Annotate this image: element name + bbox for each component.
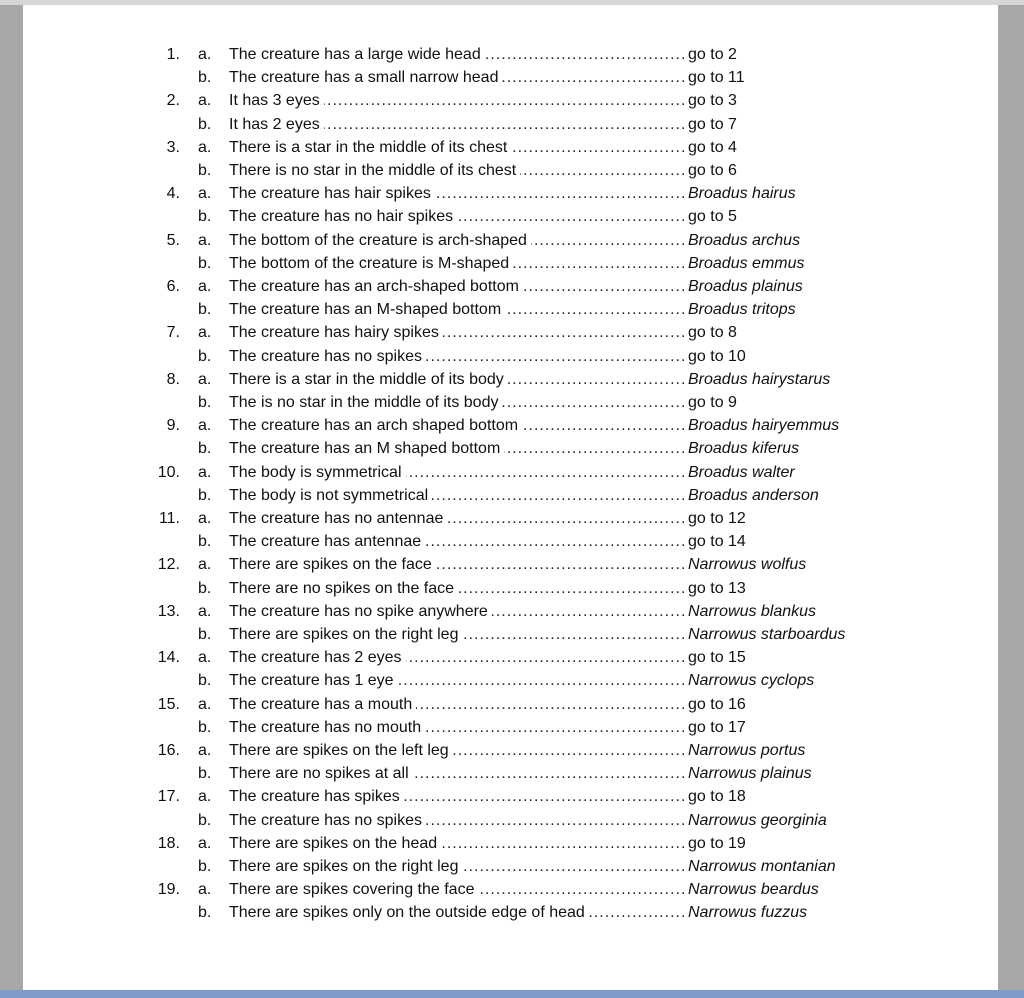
species-name: Broadus kiferus	[688, 440, 800, 458]
go-to-reference: go to 11	[688, 69, 745, 87]
statement-text: The creature has an arch shaped bottom	[229, 417, 522, 434]
key-row	[23, 717, 998, 739]
key-row	[23, 508, 998, 530]
species-name: Narrowus georginia	[688, 811, 827, 829]
statement-with-leader	[229, 508, 685, 530]
statement-with-leader	[229, 531, 685, 553]
option-letter: b.	[198, 115, 212, 133]
option-letter: a.	[198, 278, 212, 295]
species-name: Broadus hairyemmus	[688, 417, 840, 435]
species-name: Narrowus fuzzus	[688, 904, 808, 922]
key-row	[23, 415, 998, 437]
option-letter: b.	[198, 811, 212, 829]
statement-with-leader	[229, 879, 685, 901]
statement-with-leader	[229, 810, 685, 832]
go-to-reference: go to 7	[688, 115, 737, 133]
statement-with-leader	[229, 322, 685, 344]
key-row	[23, 230, 998, 252]
species-name: Narrowus starboardus	[688, 626, 846, 643]
couplet-number: 4.	[166, 185, 180, 203]
go-to-reference: go to 13	[688, 579, 746, 597]
option-letter: a.	[198, 370, 212, 388]
statement-with-leader	[229, 717, 685, 739]
statement-with-leader	[229, 160, 685, 182]
key-row	[23, 485, 998, 507]
option-letter: b.	[198, 718, 212, 736]
statement-text: The creature has a large wide head	[229, 46, 485, 63]
statement-with-leader	[229, 114, 685, 136]
option-letter: b.	[198, 301, 212, 319]
statement-text: The creature has no spike anywhere	[229, 603, 492, 620]
statement-text: There are no spikes on the face	[229, 580, 458, 597]
go-to-reference: go to 12	[688, 510, 746, 527]
species-name: Narrowus montanian	[688, 858, 836, 875]
dichotomous-key-list	[23, 5, 998, 990]
statement-text: There is a star in the middle of its body	[229, 371, 508, 388]
statement-text: There are spikes on the head	[229, 835, 441, 852]
statement-text: The creature has no mouth	[229, 719, 425, 736]
statement-with-leader	[229, 670, 685, 692]
statement-with-leader	[229, 694, 685, 716]
go-to-reference: go to 4	[688, 138, 737, 156]
option-letter: b.	[198, 626, 212, 643]
statement-with-leader	[229, 183, 685, 205]
key-row	[23, 67, 998, 89]
option-letter: b.	[198, 533, 212, 551]
statement-with-leader	[229, 369, 685, 391]
go-to-reference: go to 8	[688, 324, 737, 342]
statement-text: There are spikes on the left leg	[229, 742, 453, 759]
statement-with-leader	[229, 276, 685, 298]
couplet-number: 6.	[166, 278, 180, 295]
couplet-number: 14.	[157, 649, 180, 667]
key-row	[23, 90, 998, 112]
key-row	[23, 601, 998, 623]
option-letter: a.	[198, 788, 212, 806]
statement-text: The creature has an M-shaped bottom	[229, 301, 505, 318]
option-letter: a.	[198, 834, 212, 852]
species-name: Broadus anderson	[688, 486, 819, 504]
option-letter: a.	[198, 695, 212, 713]
option-letter: a.	[198, 602, 212, 620]
key-row	[23, 624, 998, 646]
species-name: Broadus walter	[688, 463, 795, 481]
statement-with-leader	[229, 90, 685, 112]
key-row	[23, 114, 998, 136]
statement-with-leader	[229, 902, 685, 924]
option-letter: a.	[198, 417, 212, 435]
option-letter: a.	[198, 881, 212, 899]
key-row	[23, 299, 998, 321]
couplet-number: 16.	[157, 742, 180, 759]
species-name: Broadus archus	[688, 231, 801, 249]
key-row	[23, 346, 998, 368]
option-letter: a.	[198, 92, 212, 110]
statement-with-leader	[229, 624, 685, 646]
statement-text: The creature has an M shaped bottom	[229, 440, 504, 457]
statement-text: The creature has no spikes	[229, 348, 426, 365]
option-letter: b.	[198, 440, 212, 458]
option-letter: a.	[198, 138, 212, 156]
option-letter: b.	[198, 672, 212, 690]
statement-with-leader	[229, 392, 685, 414]
option-letter: b.	[198, 254, 212, 272]
statement-text: The bottom of the creature is M-shaped	[229, 255, 513, 272]
go-to-reference: go to 5	[688, 208, 737, 226]
species-name: Broadus hairystarus	[688, 370, 831, 388]
key-row	[23, 554, 998, 576]
species-name: Narrowus portus	[688, 742, 806, 759]
key-row	[23, 137, 998, 159]
option-letter: b.	[198, 69, 212, 87]
couplet-number: 18.	[157, 834, 180, 852]
key-row	[23, 740, 998, 762]
document-page	[23, 5, 998, 990]
statement-with-leader	[229, 415, 685, 437]
go-to-reference: go to 19	[688, 834, 746, 852]
couplet-number: 12.	[157, 556, 180, 574]
species-name: Narrowus cyclops	[688, 672, 815, 690]
statement-text: The creature has 2 eyes	[229, 649, 406, 666]
statement-text: There are spikes only on the outside edge of head	[229, 904, 589, 921]
statement-text: There are spikes on the face	[229, 556, 436, 573]
statement-with-leader	[229, 833, 685, 855]
statement-with-leader	[229, 44, 685, 66]
species-name: Narrowus beardus	[688, 881, 819, 899]
option-letter: a.	[198, 649, 212, 667]
species-name: Narrowus blankus	[688, 602, 817, 620]
go-to-reference: go to 6	[688, 162, 737, 179]
key-row	[23, 322, 998, 344]
key-row	[23, 856, 998, 878]
statement-text: The is no star in the middle of its body	[229, 394, 502, 411]
statement-with-leader	[229, 740, 685, 762]
statement-with-leader	[229, 438, 685, 460]
key-row	[23, 694, 998, 716]
option-letter: b.	[198, 486, 212, 504]
key-row	[23, 763, 998, 785]
statement-text: The bottom of the creature is arch-shaped	[229, 232, 531, 249]
statement-text: The creature has spikes	[229, 788, 404, 805]
option-letter: b.	[198, 904, 212, 922]
statement-text: The creature has a small narrow head	[229, 69, 502, 86]
statement-with-leader	[229, 763, 685, 785]
key-row	[23, 392, 998, 414]
viewer-left-gutter	[0, 5, 23, 990]
key-row	[23, 253, 998, 275]
statement-with-leader	[229, 856, 685, 878]
statement-text: There are spikes on the right leg	[229, 858, 462, 875]
statement-with-leader	[229, 206, 685, 228]
option-letter: b.	[198, 347, 212, 365]
statement-with-leader	[229, 462, 685, 484]
couplet-number: 1.	[166, 46, 180, 63]
statement-text: The creature has a mouth	[229, 696, 416, 713]
key-row	[23, 44, 998, 66]
key-row	[23, 902, 998, 924]
statement-text: There is no star in the middle of its chest	[229, 162, 520, 179]
key-row	[23, 786, 998, 808]
statement-text: There are no spikes at all	[229, 765, 413, 782]
key-row	[23, 647, 998, 669]
couplet-number: 15.	[157, 695, 180, 713]
statement-text: The body is symmetrical	[229, 464, 406, 481]
key-row	[23, 462, 998, 484]
couplet-number: 11.	[158, 510, 180, 527]
key-row	[23, 206, 998, 228]
key-row	[23, 879, 998, 901]
key-row	[23, 276, 998, 298]
couplet-number: 7.	[166, 324, 180, 342]
statement-text: The creature has hair spikes	[229, 185, 435, 202]
key-row	[23, 578, 998, 600]
couplet-number: 5.	[166, 231, 180, 249]
statement-with-leader	[229, 601, 685, 623]
statement-with-leader	[229, 67, 685, 89]
option-letter: a.	[198, 231, 212, 249]
couplet-number: 3.	[166, 138, 180, 156]
statement-text: There are spikes covering the face	[229, 881, 478, 898]
statement-with-leader	[229, 554, 685, 576]
statement-text: The creature has no antennae	[229, 510, 447, 527]
option-letter: a.	[198, 510, 212, 527]
key-row	[23, 810, 998, 832]
statement-with-leader	[229, 485, 685, 507]
statement-text: There are spikes on the right leg	[229, 626, 462, 643]
statement-text: It has 3 eyes	[229, 92, 324, 109]
key-row	[23, 438, 998, 460]
couplet-number: 17.	[157, 788, 180, 806]
viewer-right-gutter	[998, 5, 1024, 990]
key-row	[23, 670, 998, 692]
option-letter: b.	[198, 858, 212, 875]
go-to-reference: go to 2	[688, 46, 737, 63]
species-name: Broadus tritops	[688, 301, 796, 319]
option-letter: a.	[198, 463, 212, 481]
statement-text: The creature has hairy spikes	[229, 324, 443, 341]
couplet-number: 10.	[157, 463, 180, 481]
option-letter: b.	[198, 765, 212, 783]
statement-text: The creature has 1 eye	[229, 672, 398, 689]
statement-with-leader	[229, 346, 685, 368]
go-to-reference: go to 14	[688, 533, 746, 551]
statement-with-leader	[229, 578, 685, 600]
statement-text: The creature has no hair spikes	[229, 208, 457, 225]
statement-text: There is a star in the middle of its chest	[229, 139, 511, 156]
statement-text: The body is not symmetrical	[229, 487, 432, 504]
species-name: Narrowus wolfus	[688, 556, 807, 574]
go-to-reference: go to 3	[688, 92, 737, 110]
option-letter: a.	[198, 46, 212, 63]
viewer-bottom-bar	[0, 990, 1024, 998]
species-name: Broadus hairus	[688, 185, 796, 203]
option-letter: b.	[198, 579, 212, 597]
option-letter: a.	[198, 185, 212, 203]
statement-with-leader	[229, 647, 685, 669]
key-row	[23, 160, 998, 182]
couplet-number: 2.	[166, 92, 180, 110]
go-to-reference: go to 9	[688, 394, 737, 411]
statement-text: It has 2 eyes	[229, 116, 324, 133]
option-letter: b.	[198, 162, 212, 179]
key-row	[23, 531, 998, 553]
statement-text: The creature has an arch-shaped bottom	[229, 278, 523, 295]
key-row	[23, 183, 998, 205]
option-letter: b.	[198, 208, 212, 226]
statement-with-leader	[229, 299, 685, 321]
species-name: Narrowus plainus	[688, 765, 812, 783]
couplet-number: 9.	[166, 417, 180, 435]
statement-with-leader	[229, 786, 685, 808]
statement-with-leader	[229, 230, 685, 252]
statement-text: The creature has no spikes	[229, 812, 426, 829]
go-to-reference: go to 16	[688, 695, 746, 713]
go-to-reference: go to 17	[688, 718, 746, 736]
option-letter: b.	[198, 394, 212, 411]
statement-with-leader	[229, 137, 685, 159]
couplet-number: 19.	[157, 881, 180, 899]
species-name: Broadus emmus	[688, 254, 805, 272]
couplet-number: 13.	[157, 602, 180, 620]
option-letter: a.	[198, 556, 212, 574]
go-to-reference: go to 18	[688, 788, 746, 806]
option-letter: a.	[198, 742, 212, 759]
key-row	[23, 833, 998, 855]
couplet-number: 8.	[166, 370, 180, 388]
statement-text: The creature has antennae	[229, 533, 425, 550]
go-to-reference: go to 10	[688, 347, 746, 365]
statement-with-leader	[229, 253, 685, 275]
go-to-reference: go to 15	[688, 649, 746, 667]
key-row	[23, 369, 998, 391]
option-letter: a.	[198, 324, 212, 342]
species-name: Broadus plainus	[688, 278, 803, 295]
